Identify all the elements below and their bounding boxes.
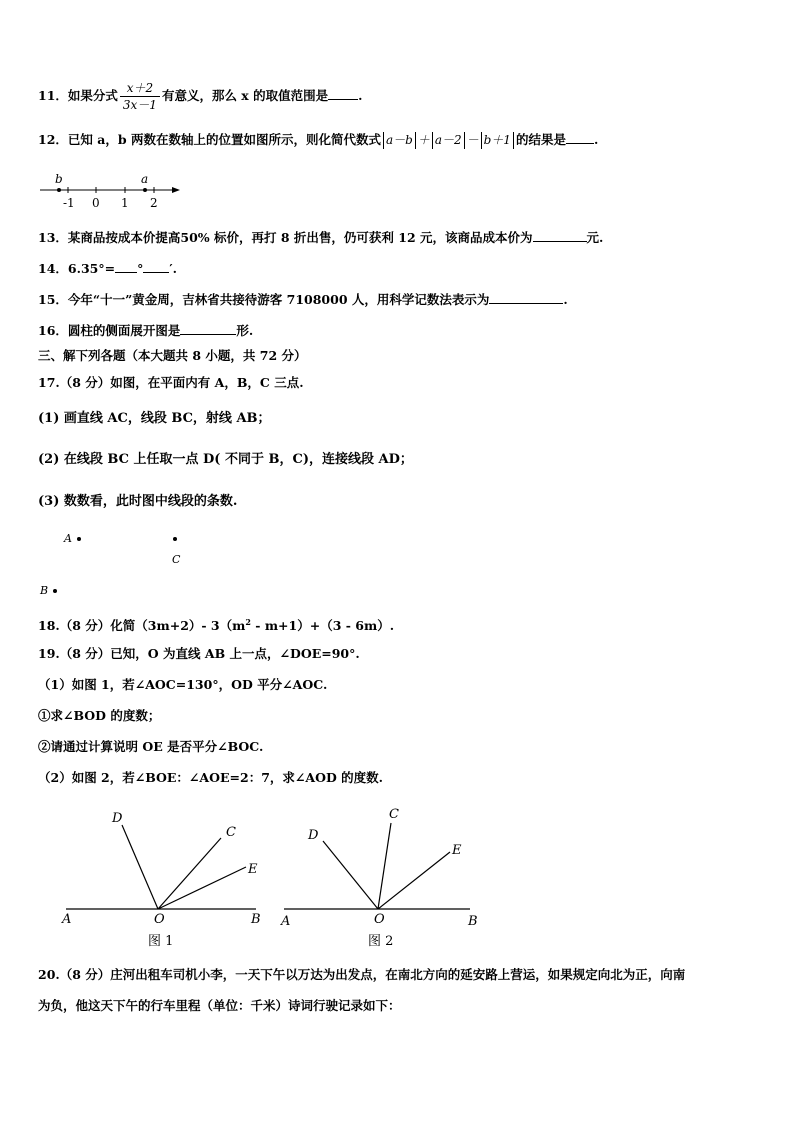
label-C: C [226, 825, 236, 840]
abs-expression [381, 133, 516, 147]
question-17-part-3: (3) 数数看，此时图中线段的条数. [38, 494, 238, 509]
q15-end: . [563, 292, 568, 307]
question-19-part-1b: ②请通过计算说明 OE 是否平分∠BOC. [38, 739, 264, 754]
label-O: O [374, 912, 385, 927]
question-14 [38, 259, 177, 278]
q12-suffix: 的结果是 [515, 132, 566, 147]
q15-text: 15．今年“十一”黄金周，吉林省共接待游客 7108000 人，用科学记数法表示为 [38, 292, 490, 307]
question-13 [38, 228, 603, 247]
ray-OC [158, 838, 221, 909]
ray-OD [122, 825, 158, 909]
point-A-dot [77, 537, 81, 541]
q14-minute-sign: ′. [169, 261, 177, 276]
label-a: a [141, 172, 149, 186]
question-17-part-2: (2) 在线段 BC 上任取一点 D( 不同于 B，C)，连接线段 AD； [38, 452, 413, 467]
arrow-head-icon [172, 187, 180, 193]
label-C: C [389, 807, 399, 822]
abs-term-3: b＋1 [483, 133, 511, 147]
q11-suffix: 有意义，那么 x 的取值范围是 [161, 88, 329, 103]
question-19-part-2: （2）如图 2，若∠BOE：∠AOE=2：7，求∠AOD 的度数. [38, 770, 383, 785]
label-D: D [112, 811, 123, 826]
answer-blank[interactable] [533, 228, 587, 242]
answer-blank[interactable] [489, 290, 563, 304]
question-20-line-1: 20.（8 分）庄河出租车司机小李，一天下午以万达为出发点，在南北方向的延安路上营运，如果规定向北为正，向南 [38, 967, 686, 982]
point-A-label: A [64, 532, 72, 545]
abs-term-1: a－b [385, 133, 413, 147]
q18-rest: - m+1）+（3 - 6m）. [250, 618, 395, 634]
q13-text: 13．某商品按成本价提高50% 标价，再打 8 折出售，仍可获利 12 元，该商品成本价为 [38, 230, 533, 245]
question-17-title: 17.（8 分）如图，在平面内有 A，B，C 三点. [38, 375, 304, 390]
q12-end: . [593, 132, 599, 147]
answer-blank-minutes[interactable] [143, 259, 169, 273]
section-heading: 三、解下列各题（本大题共 8 小题，共 72 分） [38, 348, 307, 363]
abs-term-2: a－2 [434, 133, 462, 147]
figure-caption: 图 2 [368, 934, 394, 949]
q18-text: 18.（8 分）化简（3m+2）- 3（m [38, 618, 246, 634]
number-line [38, 168, 188, 212]
q16-text: 16．圆柱的侧面展开图是 [38, 323, 181, 338]
q12-prefix: 12．已知 a，b 两数在数轴上的位置如图所示，则化简代数式 [38, 132, 381, 147]
answer-blank[interactable] [566, 130, 594, 144]
q14-degree-sign: ° [137, 261, 144, 276]
question-17-part-1: (1) 画直线 AC，线段 BC，射线 AB； [38, 411, 271, 426]
question-11 [38, 80, 362, 113]
label-B: B [468, 914, 478, 929]
tick-label: -1 [63, 196, 75, 210]
answer-blank[interactable] [328, 86, 358, 100]
point-B-label: B [40, 584, 49, 597]
question-19-title: 19.（8 分）已知，O 为直线 AB 上一点，∠DOE=90°. [38, 646, 360, 661]
ray-OE [378, 852, 450, 909]
label-O: O [154, 912, 165, 927]
question-18 [38, 613, 394, 635]
point-a [143, 188, 147, 192]
point-C-label: C [172, 553, 181, 566]
question-19-part-1a: ①求∠BOD 的度数； [38, 708, 161, 723]
figure-1 [58, 803, 273, 951]
q16-end: 形. [236, 323, 254, 338]
label-A: A [62, 912, 72, 927]
answer-blank-degrees[interactable] [115, 259, 137, 273]
tick-label: 1 [121, 196, 129, 210]
point-B-dot [53, 589, 57, 593]
question-12 [38, 130, 598, 149]
label-A: A [281, 914, 291, 929]
question-19-part-1: （1）如图 1，若∠AOC=130°，OD 平分∠AOC. [38, 677, 328, 692]
fraction [120, 80, 160, 113]
figure-2 [278, 803, 493, 951]
question-15 [38, 290, 568, 309]
label-b: b [55, 172, 63, 186]
point-C-dot [173, 537, 177, 541]
q14-prefix: 14．6.35°= [38, 261, 116, 276]
ray-OC [378, 823, 391, 909]
q11-prefix: 11．如果分式 [38, 88, 118, 103]
tick-label: 0 [92, 196, 100, 210]
question-20-line-2: 为负，他这天下午的行车里程（单位：千米）诗词行驶记录如下： [38, 998, 401, 1013]
label-E: E [452, 843, 462, 858]
ray-OE [158, 867, 246, 909]
tick-label: 2 [150, 196, 158, 210]
ray-OD [323, 841, 378, 909]
label-E: E [248, 862, 258, 877]
question-16 [38, 321, 253, 340]
q18-exponent: 2 [245, 617, 251, 627]
label-B: B [251, 912, 261, 927]
plus-sign: ＋ [417, 133, 430, 147]
fraction-numerator: x＋2 [120, 80, 160, 97]
answer-blank[interactable] [180, 321, 236, 335]
point-b [57, 188, 61, 192]
minus-sign: － [466, 133, 479, 147]
fraction-denominator: 3x－1 [122, 98, 157, 112]
q13-end: 元. [586, 230, 604, 245]
figure-caption: 图 1 [148, 934, 174, 949]
q11-end: . [358, 88, 363, 103]
label-D: D [308, 828, 319, 843]
